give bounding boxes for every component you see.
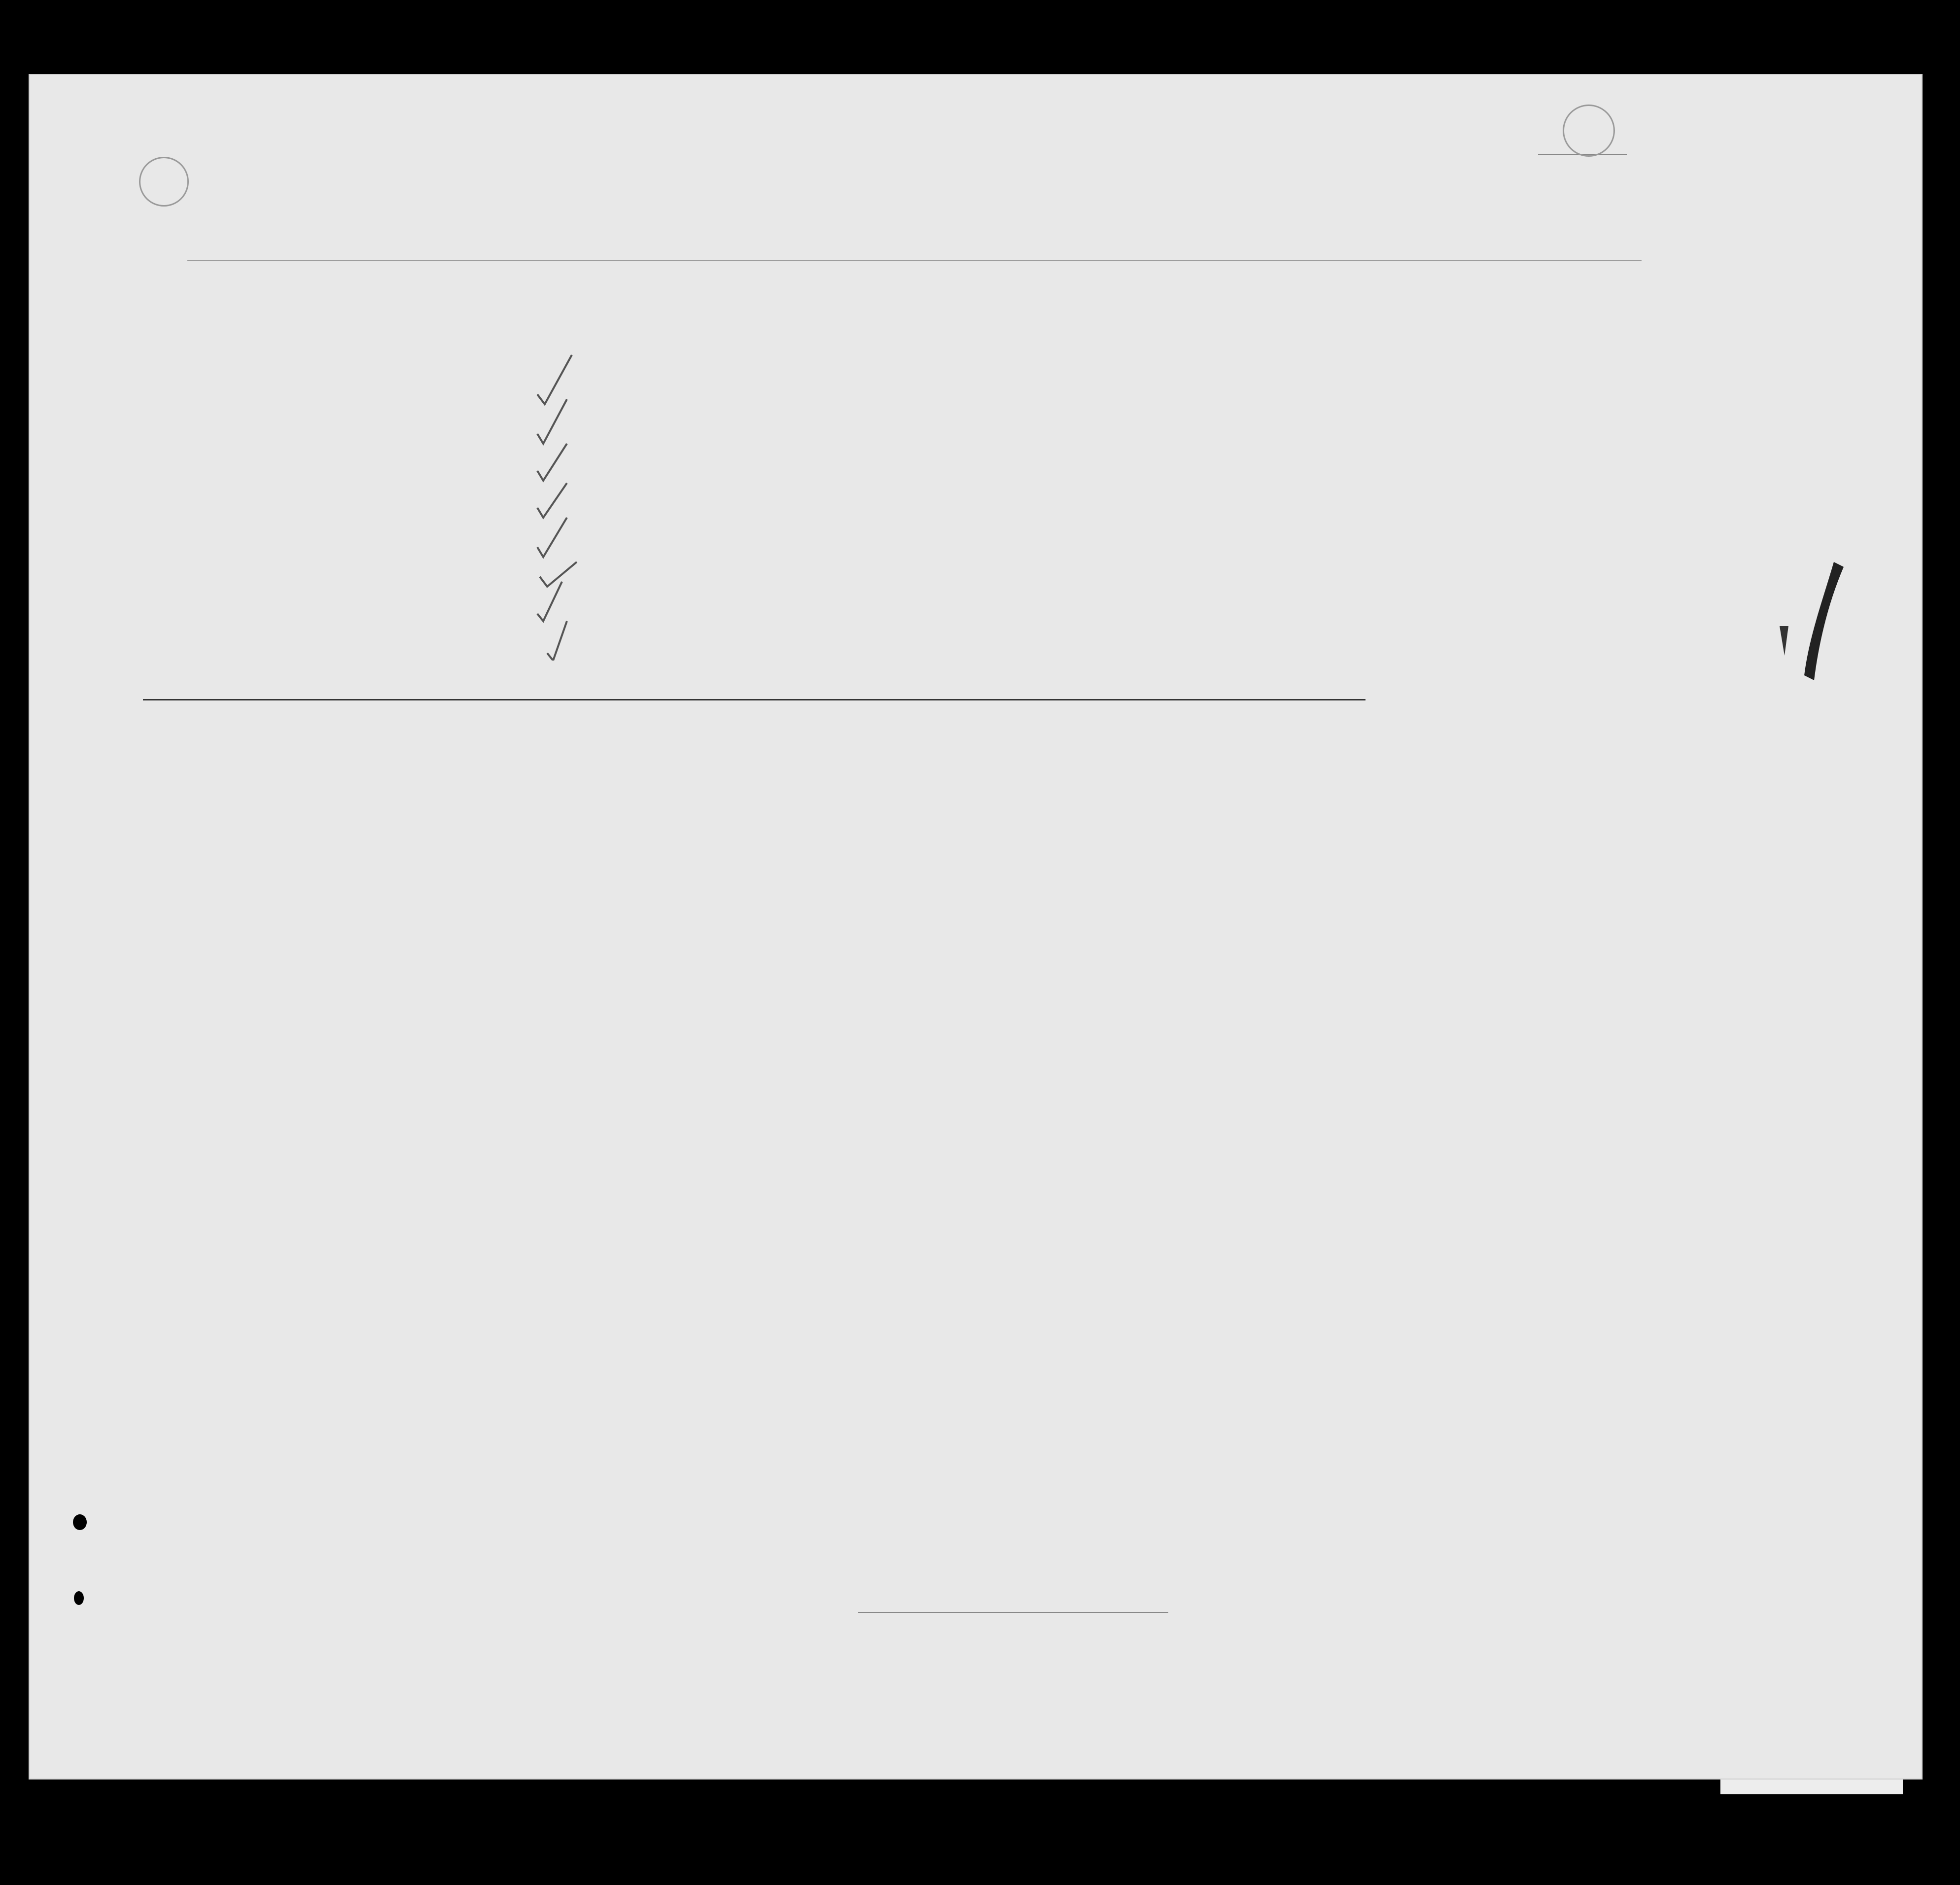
pen-stroke — [1780, 626, 1788, 656]
check-mark-group — [537, 355, 577, 661]
pen-stroke — [1804, 562, 1844, 680]
check-mark — [547, 621, 567, 661]
voyage-underline — [187, 260, 1642, 261]
manifest-page — [29, 74, 1923, 1780]
circled-number-left — [139, 157, 189, 207]
check-marks — [518, 345, 606, 661]
purser-signature-line — [858, 1612, 1168, 1613]
check-mark — [537, 483, 567, 518]
check-mark — [537, 355, 572, 404]
punch-hole — [73, 1514, 87, 1530]
punch-hole — [74, 1591, 84, 1605]
check-mark — [537, 582, 562, 621]
check-mark — [540, 562, 577, 587]
circled-number-right — [1563, 105, 1615, 157]
check-mark — [537, 518, 567, 557]
row-9-strikethrough — [143, 699, 1365, 700]
check-mark — [537, 399, 567, 444]
pen-mark — [1770, 557, 1849, 705]
check-mark — [537, 444, 567, 481]
